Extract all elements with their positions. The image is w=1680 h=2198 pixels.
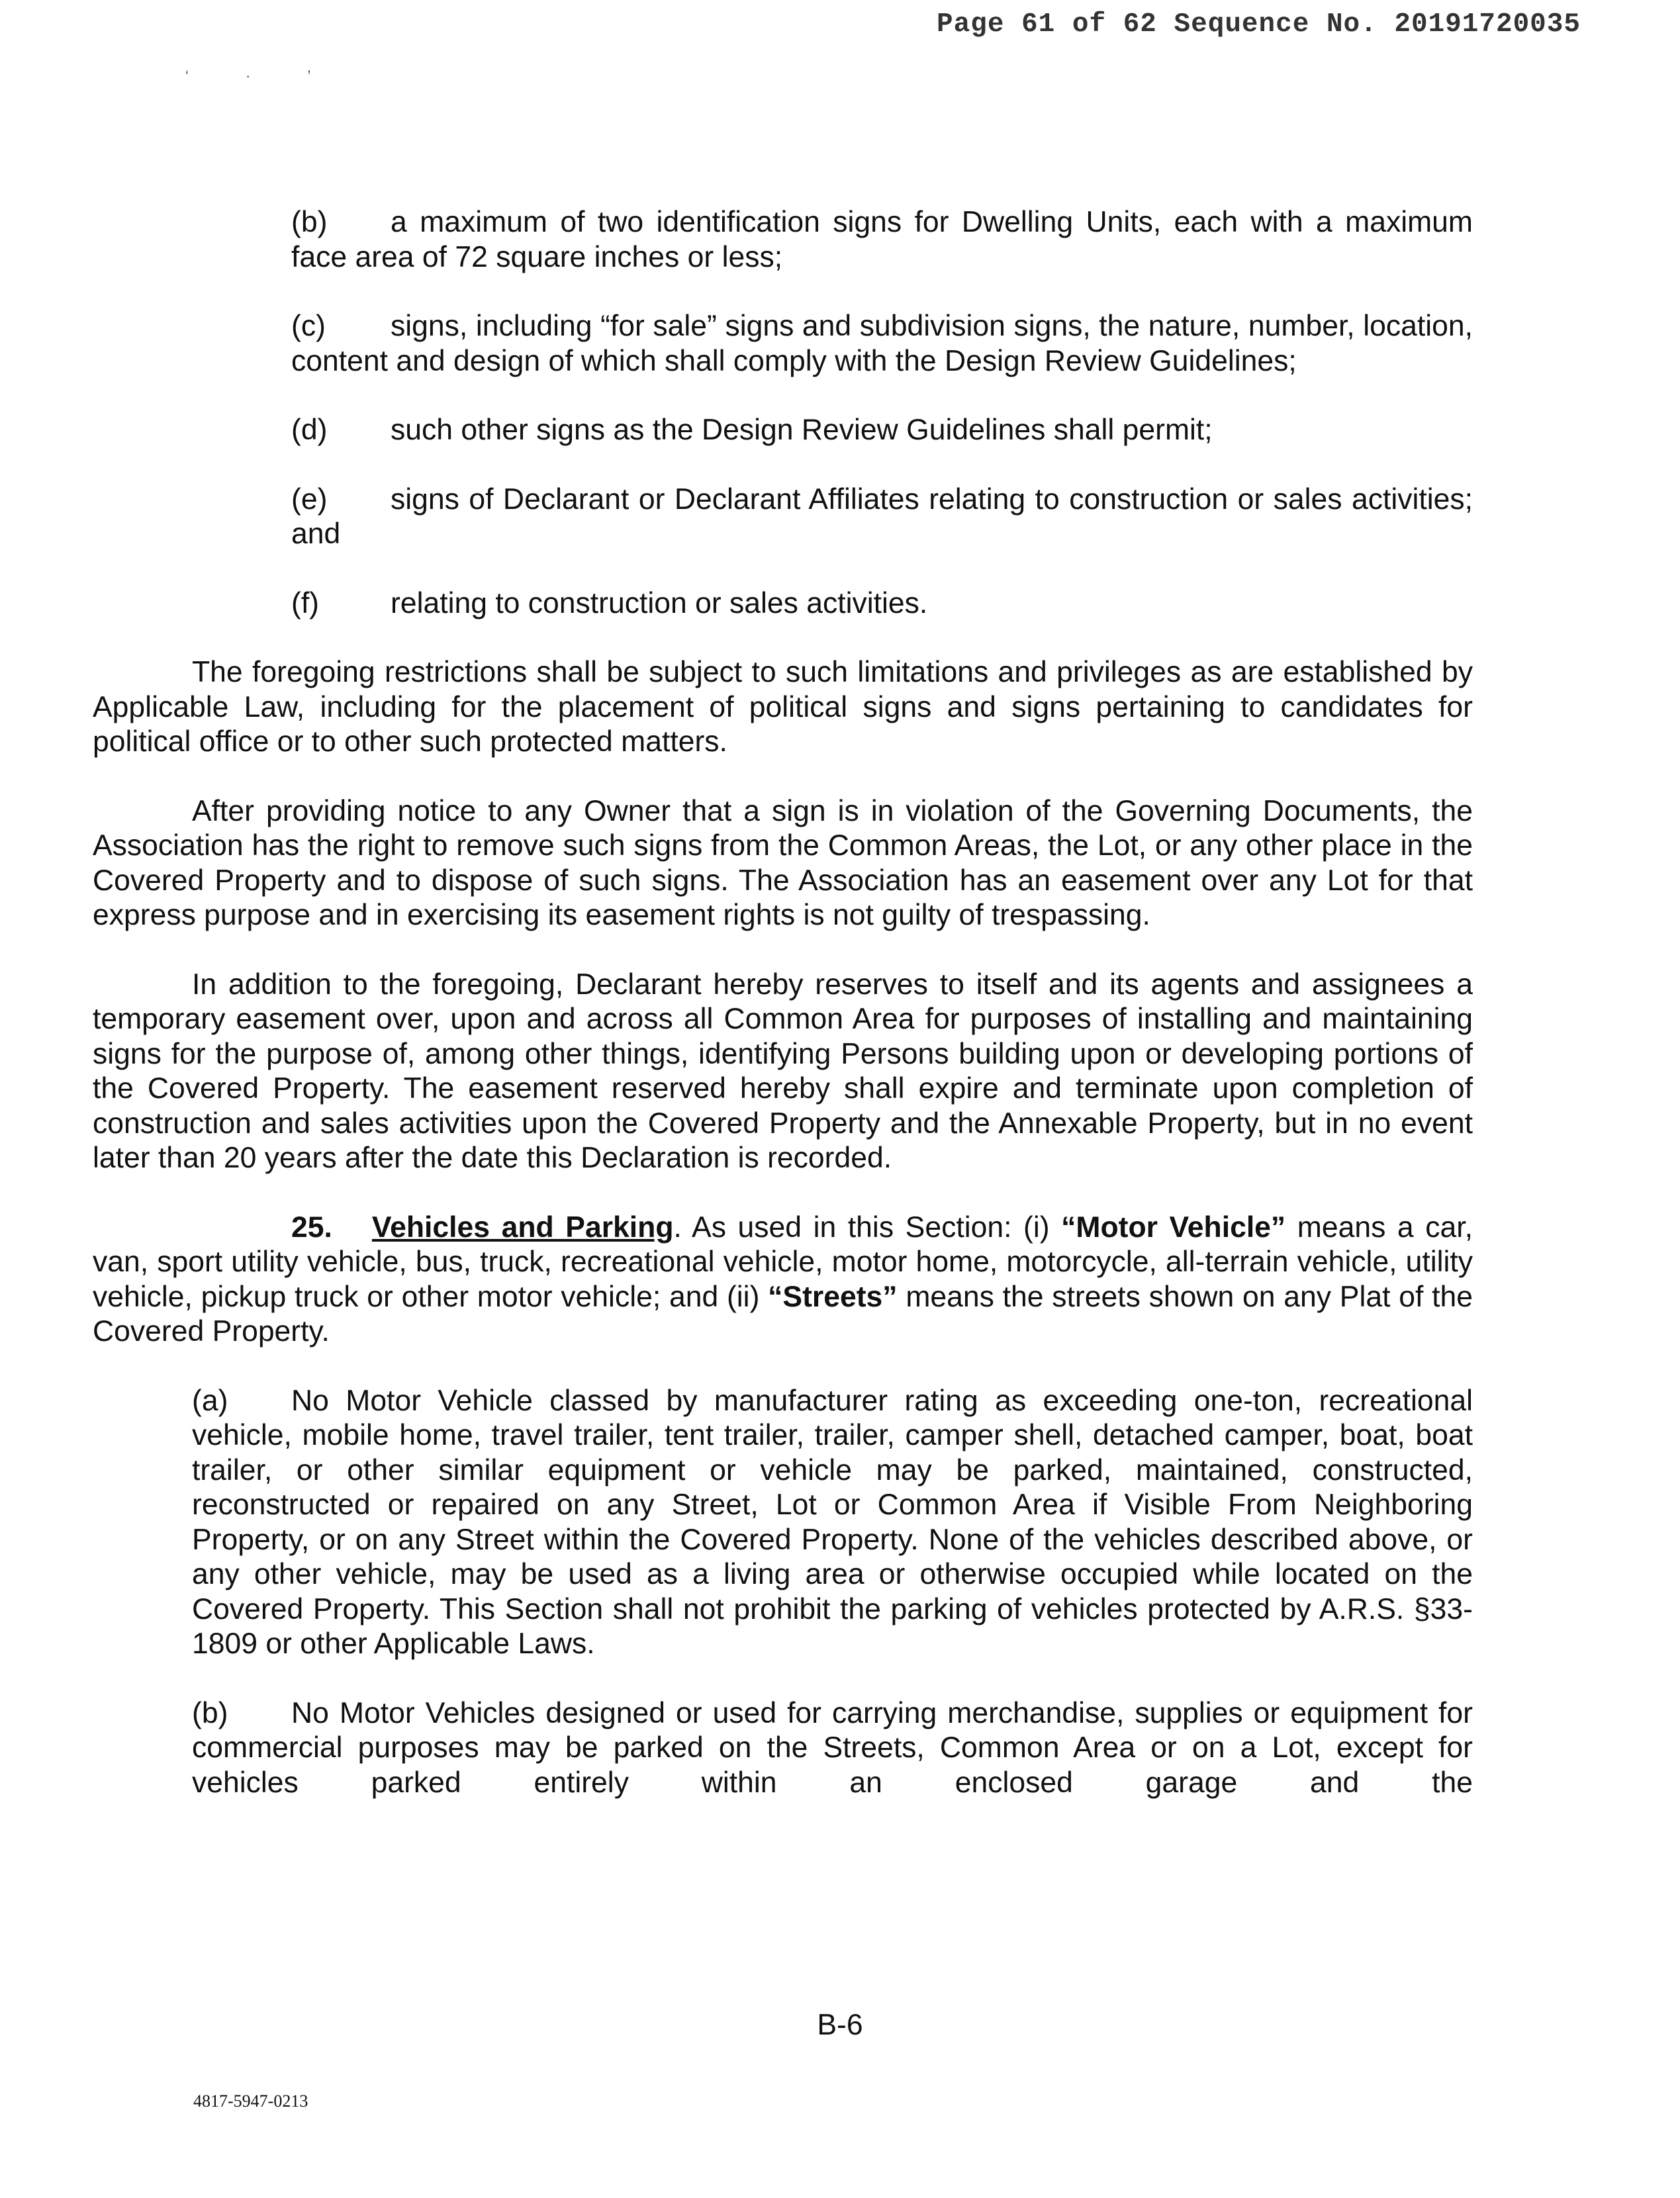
list-item-e	[291, 482, 1473, 552]
item-marker: (e)	[291, 482, 328, 516]
list-item-25a	[192, 1384, 1473, 1662]
list-item-25b	[192, 1696, 1473, 1801]
item-marker: (d)	[291, 414, 328, 446]
scan-specks: ‘ · ’	[185, 68, 338, 84]
page-number: B-6	[817, 2009, 863, 2041]
section-intro-b: means a car, van, sport utility vehicle, bus, truck, recreational vehicle, motor home, motorcycle, all-terrain vehicle, utility vehicle, pickup truck or other motor vehicle; and (ii)	[93, 1211, 1473, 1313]
document-body	[93, 205, 1473, 1800]
list-item-c	[291, 309, 1473, 379]
paragraph-restrictions: The foregoing restrictions shall be subject to such limitations and privileges as are established by Applicable Law, including for the placement of political signs and signs pertaining to candidates for political office or to other such protected matters.	[93, 656, 1473, 758]
section-25-intro	[93, 1211, 1473, 1350]
item-text: a maximum of two identification signs for Dwelling Units, each with a maximum face area of 72 square inches or less;	[291, 206, 1473, 273]
item-text: relating to construction or sales activities.	[391, 586, 928, 619]
item-marker: (b)	[291, 206, 328, 238]
item-text: No Motor Vehicles designed or used for carrying merchandise, supplies or equipment for commercial purposes may be parked on the Streets, Common Area or on a Lot, except for vehicles parked entirely within an enclosed garage and the	[192, 1696, 1473, 1799]
page-header: Page 61 of 62 Sequence No. 20191720035	[937, 9, 1581, 40]
item-marker: (f)	[291, 586, 320, 619]
item-marker: (c)	[291, 310, 326, 342]
item-text: such other signs as the Design Review Guidelines shall permit;	[391, 414, 1213, 446]
list-item-d	[291, 413, 1473, 448]
item-marker: (a)	[192, 1384, 228, 1417]
item-text: signs of Declarant or Declarant Affiliates relating to construction or sales activities; and	[291, 482, 1473, 550]
section-number: 25.	[291, 1211, 332, 1244]
section-intro-c: means the streets shown on any Plat of the Covered Property.	[93, 1280, 1473, 1348]
item-text: No Motor Vehicle classed by manufacturer rating as exceeding one-ton, recreational vehicle, mobile home, travel trailer, tent trailer, trailer, camper shell, detached camper, boat, boat trailer, or other similar equipment or vehicle may be parked, maintained, constructed, reconstructed or repaired on any Street, Lot or Common Area if Visible From Neighboring Property, or on any Street within the Covered Property. None of the vehicles described above, or any other vehicle, may be used as a living area or otherwise occupied while located on the Covered Property. This Section shall not prohibit the parking of vehicles protected by A.R.S. §33-1809 or other Applicable Laws.	[192, 1384, 1473, 1660]
paragraph-easement: In addition to the foregoing, Declarant hereby reserves to itself and its agents and assignees a temporary easement over, upon and across all Common Area for purposes of installing and maintaining signs for the purpose of, among other things, identifying Persons building upon or developing portions of the Covered Property. The easement reserved hereby shall expire and terminate upon completion of construction and sales activities upon the Covered Property and the Annexable Property, but in no event later than 20 years after the date this Declaration is recorded.	[93, 968, 1473, 1174]
list-item-b	[192, 205, 1473, 275]
list-item-f	[291, 586, 1473, 621]
defined-term-streets: “Streets”	[768, 1280, 898, 1313]
section-intro-a: . As used in this Section: (i)	[673, 1211, 1062, 1244]
paragraph-sign-removal: After providing notice to any Owner that a sign is in violation of the Governing Documents, the Association has the right to remove such signs from the Common Areas, the Lot, or any other place in the Covered Property and to dispose of such signs. The Association has an easement over any Lot for that express purpose and in exercising its easement rights is not guilty of trespassing.	[93, 794, 1473, 931]
section-heading: Vehicles and Parking	[371, 1211, 674, 1244]
item-text: signs, including “for sale” signs and subdivision signs, the nature, number, location, content and design of which shall comply with the Design Review Guidelines;	[291, 310, 1473, 377]
item-marker: (b)	[192, 1696, 228, 1729]
document-id: 4817-5947-0213	[193, 2091, 308, 2111]
defined-term-motor-vehicle: “Motor Vehicle”	[1061, 1211, 1286, 1244]
